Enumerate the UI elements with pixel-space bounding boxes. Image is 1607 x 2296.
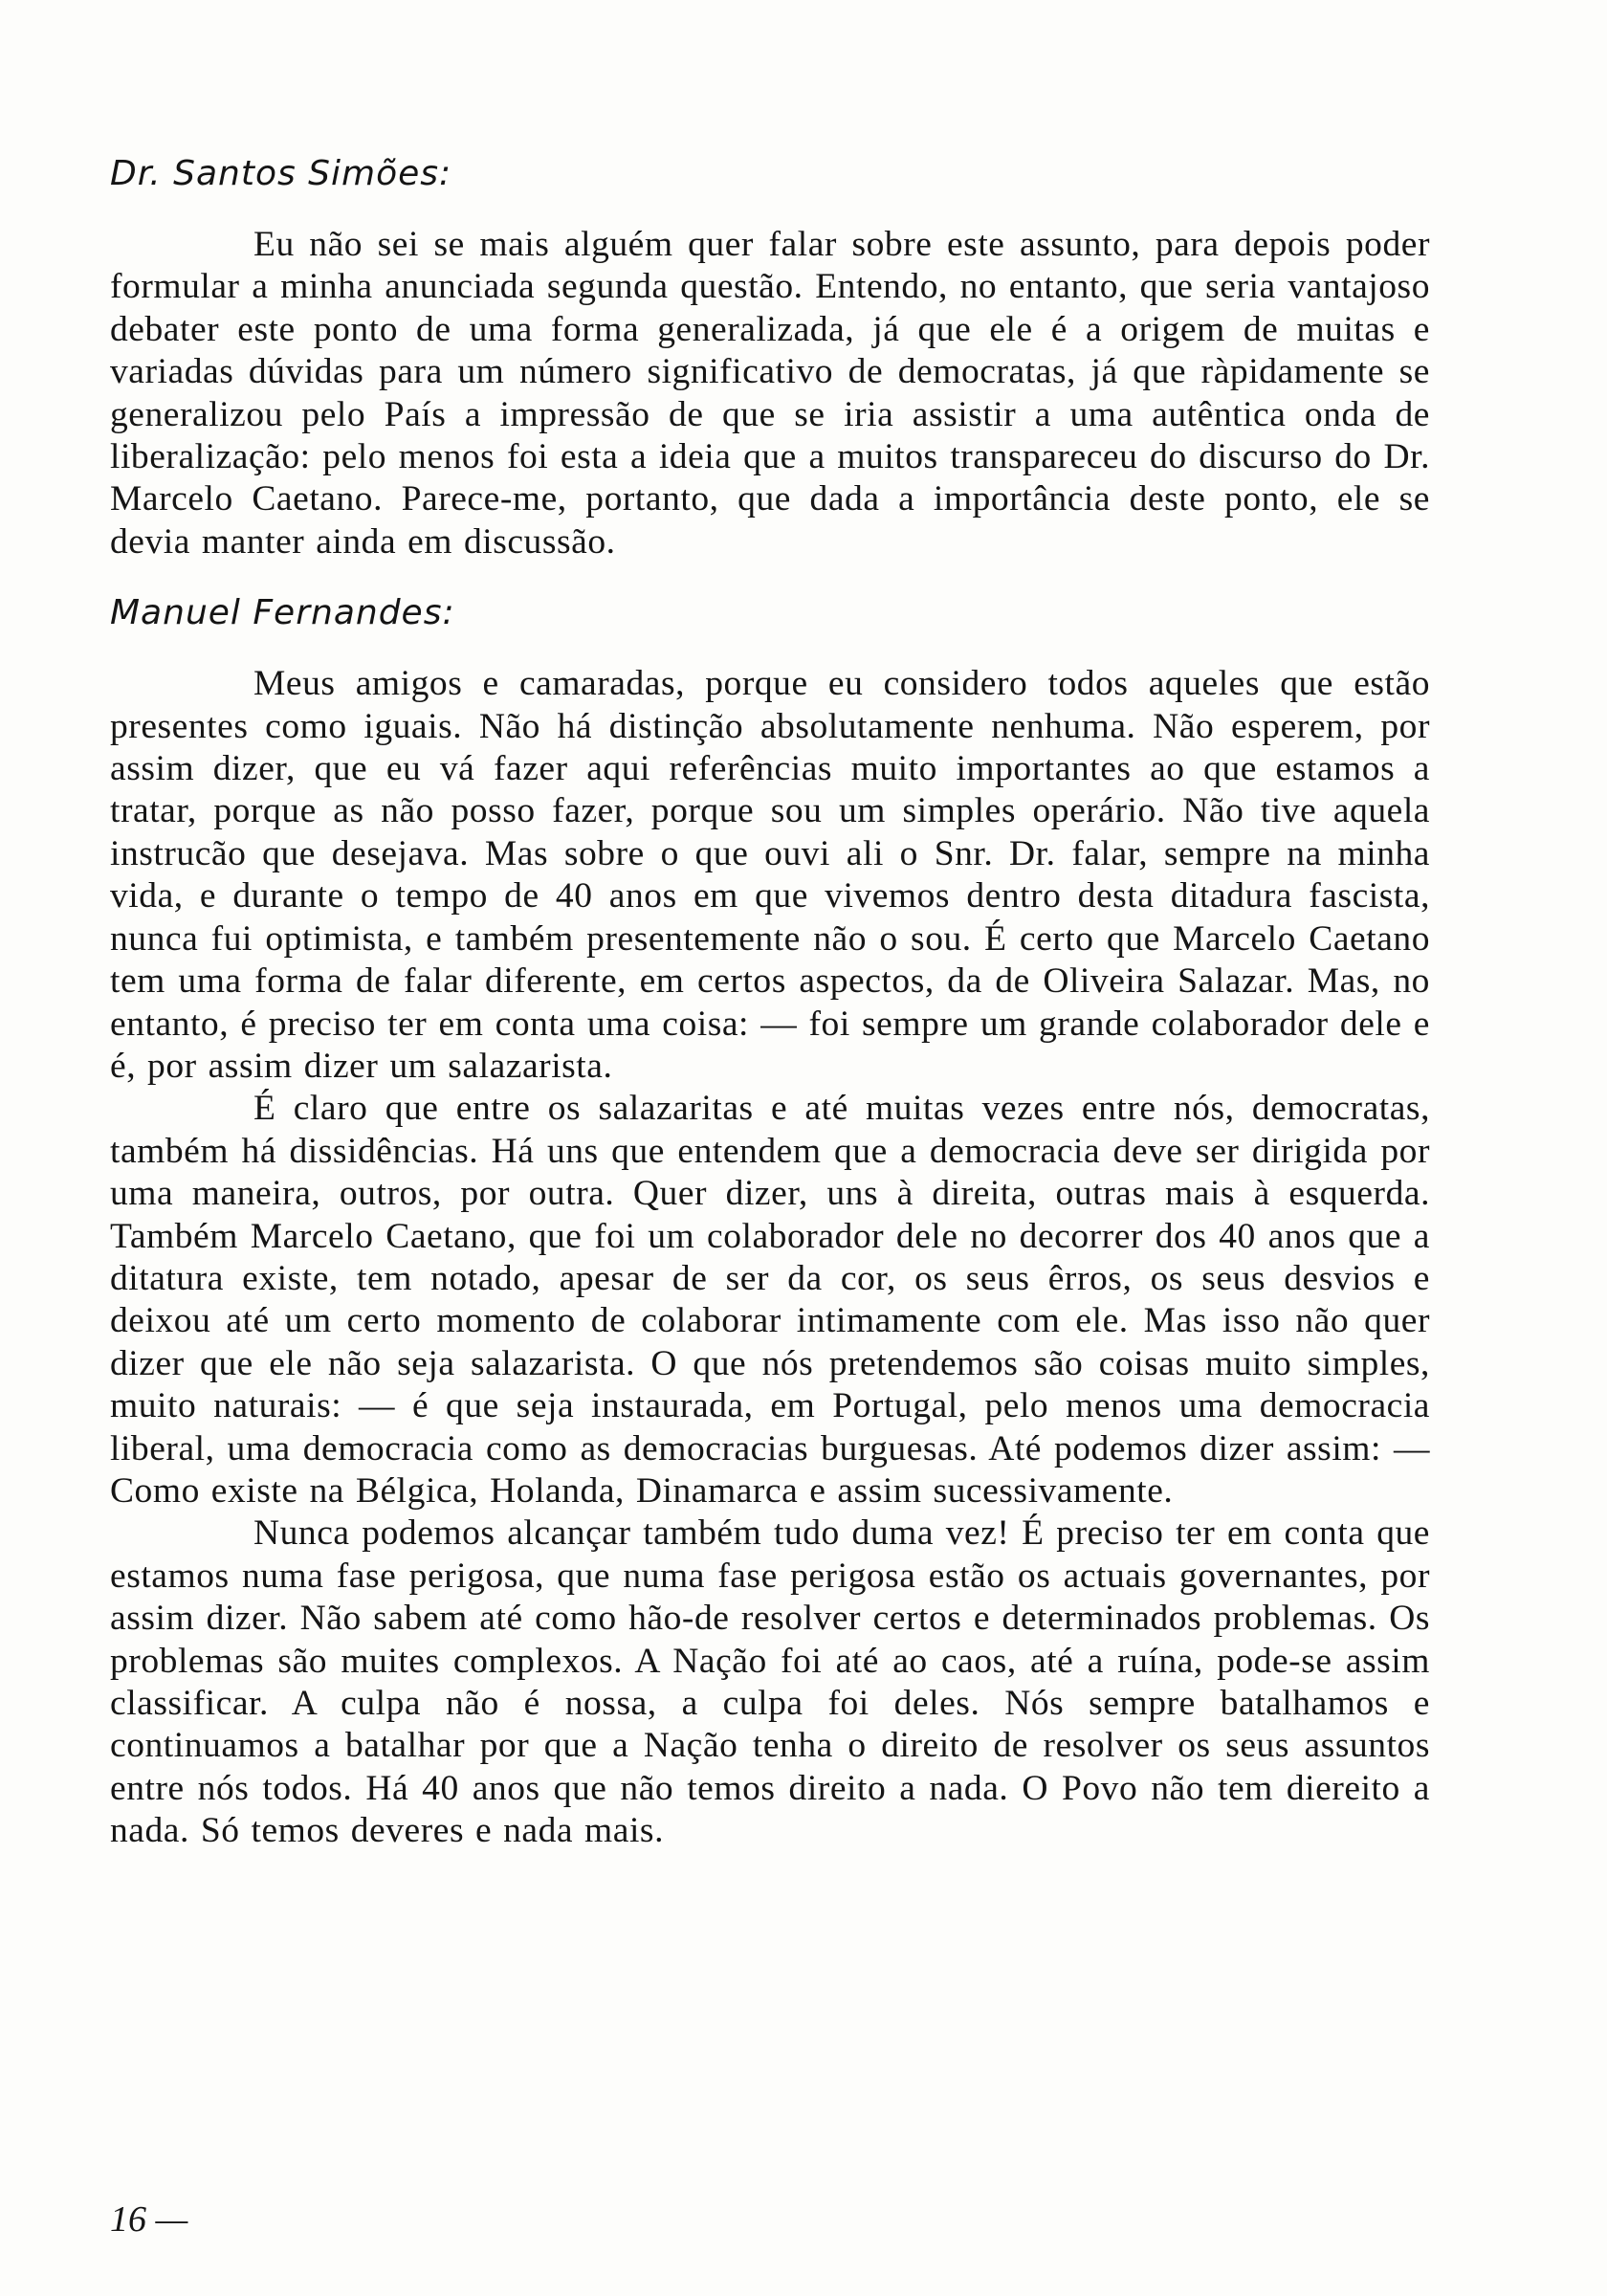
speaker-heading-manuel-fernandes: Manuel Fernandes: — [110, 593, 455, 633]
paragraph-manuel-fernandes-3: Nunca podemos alcançar também tudo duma vez! É preciso ter em conta que estamos numa fase perigosa, que numa fase perigosa estão os actuais governantes, por assim dizer. Não sabem até como hão-de resolver certos e determinados problemas. Os problemas são muites complexos. A Nação foi até ao caos, até a ruína, pode-se assim classificar. A culpa não é nossa, a culpa foi deles. Nós sempre batalhamos e continuamos a batalhar por que a Nação tenha o direito de resolver os seus assuntos entre nós todos. Há 40 anos que não temos direito a nada. O Povo não tem diereito a nada. Só temos deveres e nada mais. — [110, 1513, 1430, 1851]
page-content — [110, 153, 1430, 1853]
speaker-heading-santos-simoes: Dr. Santos Simões: — [110, 154, 452, 193]
page-number: 16 — — [110, 2199, 188, 2240]
paragraph-manuel-fernandes-1: Meus amigos e camaradas, porque eu considero todos aqueles que estão presentes como iguais. Não há distinção absolutamente nenhuma. Não esperem, por assim dizer, que eu vá fazer aqui referências muito importantes ao que estamos a tratar, porque as não posso fazer, porque sou um simples operário. Não tive aquela instrucão que desejava. Mas sobre o que ouvi ali o Snr. Dr. falar, sempre na minha vida, e durante o tempo de 40 anos em que vivemos dentro desta ditadura fascista, nunca fui optimista, e também presentemente não o sou. É certo que Marcelo Caetano tem uma forma de falar diferente, em certos aspectos, da de Oliveira Salazar. Mas, no entanto, é preciso ter em conta uma coisa: — foi sempre um grande colaborador dele e é, por assim dizer um salazarista. — [110, 664, 1430, 1086]
paragraph-manuel-fernandes-2: É claro que entre os salazaritas e até muitas vezes entre nós, democratas, também há dissidências. Há uns que entendem que a democracia deve ser dirigida por uma maneira, outros, por outra. Quer dizer, uns à direita, outras mais à esquerda. Também Marcelo Caetano, que foi um colaborador dele no decorrer dos 40 anos que a ditatura existe, tem notado, apesar de ser da cor, os seus êrros, os seus desvios e deixou até um certo momento de colaborar intimamente com ele. Mas isso não quer dizer que ele não seja salazarista. O que nós pretendemos são coisas muito simples, muito naturais: — é que seja instaurada, em Portugal, pelo menos uma democracia liberal, uma democracia como as democracias burguesas. Até podemos dizer assim: — Como existe na Bélgica, Holanda, Dinamarca e assim sucessivamente. — [110, 1089, 1430, 1511]
paragraph-santos-simoes-1: Eu não sei se mais alguém quer falar sobre este assunto, para depois poder formular a minha anunciada segunda questão. Entendo, no entanto, que seria vantajoso debater este ponto de uma forma generalizada, já que ele é a origem de muitas e variadas dúvidas para um número significativo de democratas, já que ràpidamente se generalizou pelo País a impressão de que se iria assistir a uma autêntica onda de liberalização: pelo menos foi esta a ideia que a muitos transpareceu do discurso do Dr. Marcelo Caetano. Parece-me, portanto, que dada a importância deste ponto, ele se devia manter ainda em discussão. — [110, 225, 1430, 562]
